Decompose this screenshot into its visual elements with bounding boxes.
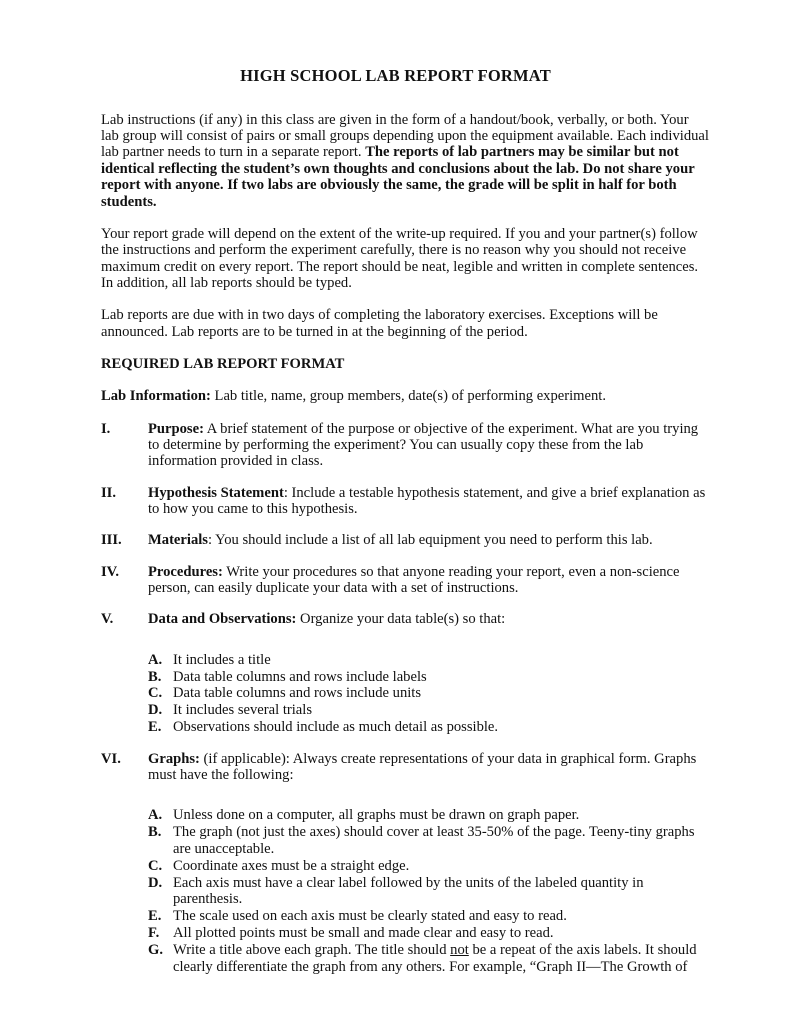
intro-paragraph-2: Your report grade will depend on the extent of the write-up required. If you and your partner(s) follow the instructions and perform the experiment carefully, there is no reason why you should not receive maximum credit on every report. The report should be neat, legible and written in complete sentences. In addition, all lab reports should be typed. [101,225,699,291]
list-item [148,908,710,925]
graph-requirements-list [101,807,710,975]
section-hypothesis-label: Hypothesis Statement [148,484,284,501]
section-purpose-numeral: I. [101,420,111,437]
list-item-text-after: be a repeat of the axis labels. It should clearly differentiate the graph from any others. For example, “Graph II—The Growth of [173,941,697,975]
spacer-before-data-list [101,643,710,652]
list-item [148,669,710,686]
section-procedures-numeral: IV. [101,563,119,580]
list-item [148,824,710,858]
section-hypothesis-numeral: II. [101,484,117,501]
list-item-letter: F. [148,924,160,941]
intro-1-plain: Lab instructions (if any) in this class are given in the form of a handout/book, verbally, or both. Your lab group will consist of pairs or small groups depending upon the equipment available. Each individual lab partner needs to turn in a separate report. [101,111,709,161]
lab-information-line [101,388,710,404]
list-item [148,719,710,736]
list-item-text: Each axis must have a clear label followed by the units of the labeled quantity in parenthesis. [173,874,644,908]
section-materials-numeral: III. [101,532,122,549]
section-data-text: Organize your data table(s) so that: [296,611,506,628]
section-graphs-numeral: VI. [101,750,121,767]
list-item [148,807,710,824]
lab-information-text: Lab title, name, group members, date(s) of performing experiment. [210,388,606,405]
list-item-letter: C. [148,685,163,702]
list-item-letter: C. [148,857,163,874]
list-item [148,652,710,669]
section-data-numeral: V. [101,611,114,628]
section-data-and-observations [101,611,710,627]
list-item-letter: E. [148,908,162,925]
section-materials [101,532,710,548]
section-procedures [101,564,710,597]
section-graphs-text: (if applicable): Always create representations of your data in graphical form. Graphs must have the following: [148,750,697,784]
required-format-heading: REQUIRED LAB REPORT FORMAT [101,355,345,372]
section-graphs-label: Graphs: [148,750,200,767]
list-item [148,875,710,909]
list-item-text: The scale used on each axis must be clearly stated and easy to read. [173,908,567,925]
list-item-letter: B. [148,668,162,685]
section-materials-label: Materials [148,532,208,549]
lab-information-label: Lab Information: [101,388,211,405]
list-item-text: All plotted points must be small and made clear and easy to read. [173,924,554,941]
list-item-letter: A. [148,651,163,668]
list-item [148,702,710,719]
section-procedures-label: Procedures: [148,563,223,580]
list-item-text: Coordinate axes must be a straight edge. [173,857,410,874]
section-purpose-text: A brief statement of the purpose or objective of the experiment. What are you trying to determine by performing the experiment? You can usually copy these from the lab information provided in class. [148,420,699,470]
list-item-text: It includes several trials [173,702,312,719]
intro-paragraph-3: Lab reports are due with in two days of completing the laboratory exercises. Exceptions will be announced. Lab reports are to be turned in at the beginning of the period. [101,307,658,340]
intro-1-bold: The reports of lab partners may be similar but not identical reflecting the student’s own thoughts and conclusions about the lab. Do not share your report with anyone. If two labs are obviously the same, the grade will be split in half for both students. [101,144,695,210]
section-procedures-text: Write your procedures so that anyone reading your report, even a non-science person, can easily duplicate your data with a set of instructions. [148,563,680,597]
section-hypothesis-statement [101,485,710,518]
list-item-letter: G. [148,941,163,958]
list-item-text: The graph (not just the axes) should cover at least 35-50% of the page. Teeny-tiny graphs are unacceptable. [173,824,695,857]
page-title: HIGH SCHOOL LAB REPORT FORMAT [240,66,551,85]
section-purpose-label: Purpose: [148,420,204,437]
list-item [148,925,710,942]
data-observations-list [101,652,710,736]
list-item-text: Data table columns and rows include units [173,685,422,702]
list-item-text: Observations should include as much detail as possible. [173,718,499,735]
intro-paragraph-1 [101,112,710,210]
list-item-text: Data table columns and rows include labels [173,668,427,685]
list-item-letter: B. [148,824,162,841]
emphasis-not: not [450,941,469,958]
list-item-text-before: Write a title above each graph. The title should [173,941,451,958]
list-item-text: Unless done on a computer, all graphs must be drawn on graph paper. [173,807,580,824]
list-item-letter: E. [148,718,162,735]
list-item [148,858,710,875]
list-item-text: It includes a title [173,651,271,668]
list-item-letter: D. [148,874,163,891]
list-item [148,685,710,702]
spacer-before-graph-list [101,798,710,807]
section-purpose [101,421,710,470]
list-item-letter: A. [148,807,163,824]
section-data-label: Data and Observations: [148,611,297,628]
list-item-letter: D. [148,702,163,719]
section-hypothesis-text: : Include a testable hypothesis statement, and give a brief explanation as to how you came to this hypothesis. [148,484,706,517]
section-materials-text: : You should include a list of all lab equipment you need to perform this lab. [207,532,653,549]
section-graphs [101,751,710,784]
list-item-graph-title [148,942,710,976]
